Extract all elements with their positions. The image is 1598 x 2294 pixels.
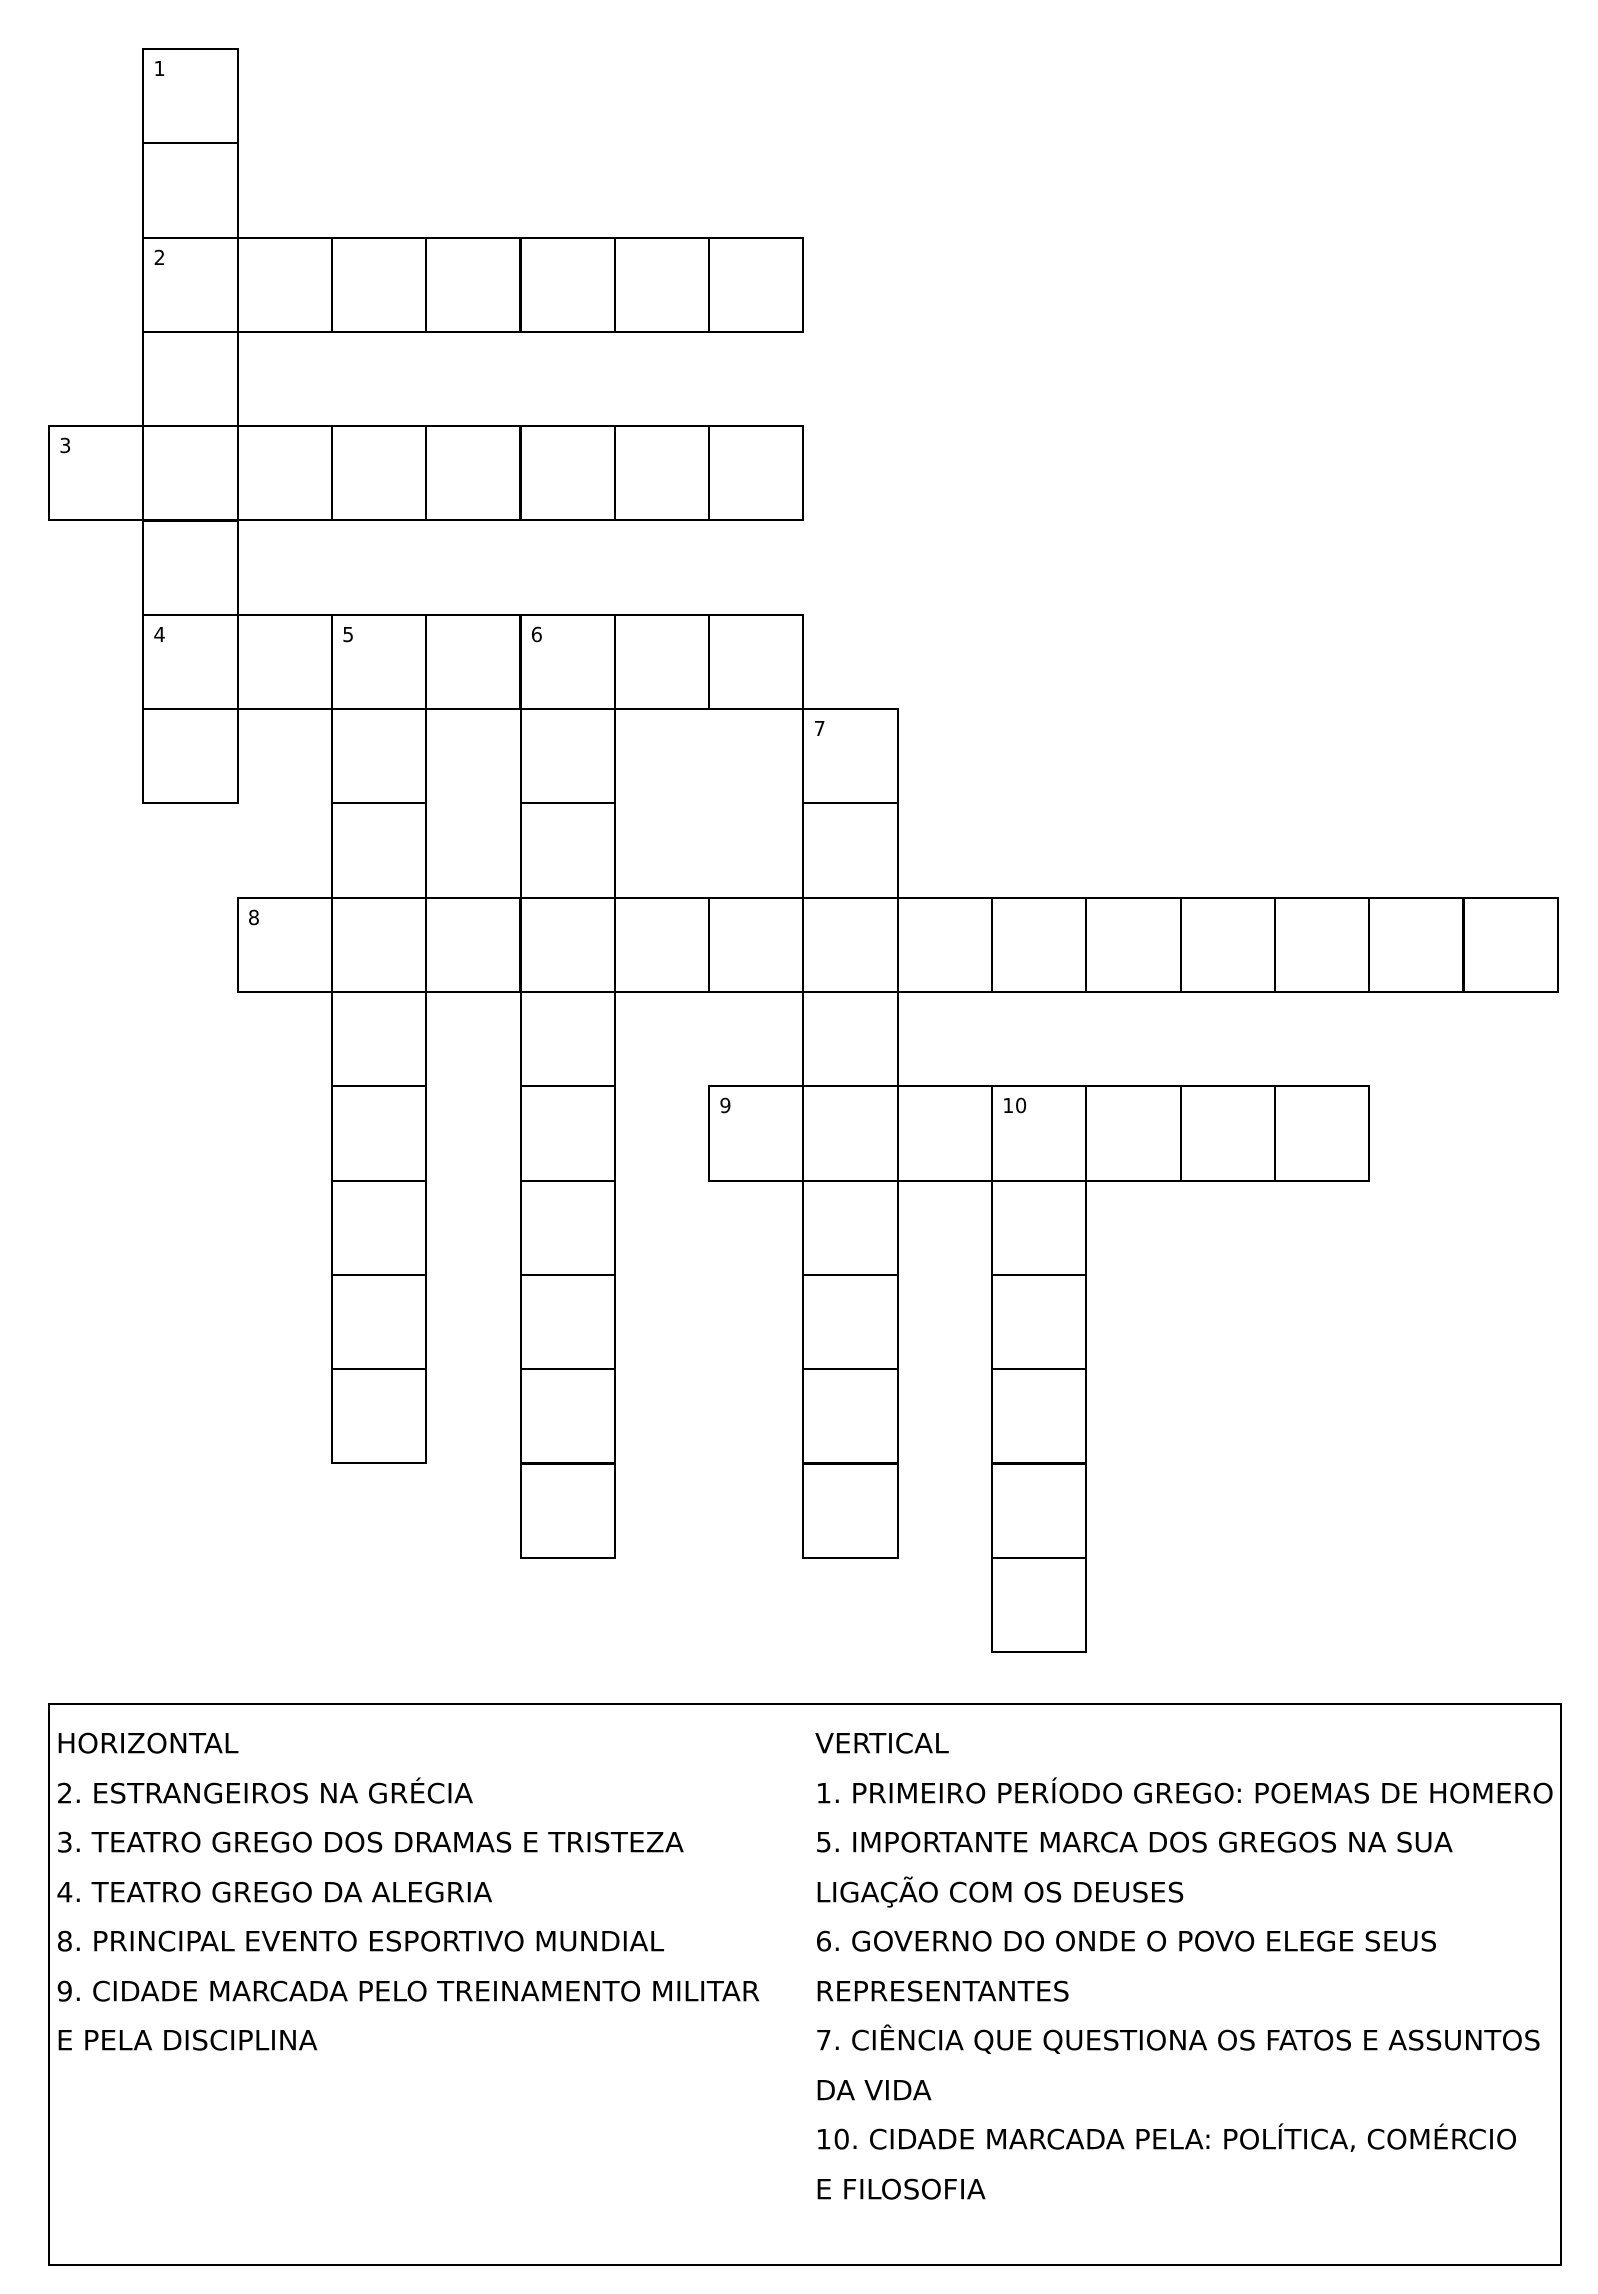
crossword-cell[interactable] [708,425,804,521]
crossword-cell[interactable] [237,897,333,993]
crossword-cell[interactable] [237,425,333,521]
crossword-cell[interactable] [331,991,427,1087]
crossword-cell[interactable] [708,1085,804,1181]
crossword-cell[interactable] [520,237,616,333]
crossword-cell[interactable] [142,708,238,804]
crossword-cell[interactable] [708,614,804,710]
crossword-cell[interactable] [520,614,616,710]
crossword-cell[interactable] [48,425,144,521]
cell-number: 3 [59,434,72,459]
crossword-cell[interactable] [331,237,427,333]
clues-box [48,1703,1562,2266]
crossword-cell[interactable] [991,1463,1087,1559]
crossword-cell[interactable] [802,708,898,804]
crossword-cell[interactable] [331,425,427,521]
crossword-cell[interactable] [708,897,804,993]
crossword-cell[interactable] [1463,897,1559,993]
crossword-cell[interactable] [1274,897,1370,993]
clue-line: 5. IMPORTANTE MARCA DOS GREGOS NA SUA [815,1826,1454,1859]
cell-number: 7 [813,717,827,742]
crossword-cell[interactable] [991,1085,1087,1181]
crossword-cell[interactable] [142,48,238,144]
crossword-cell[interactable] [520,802,616,898]
crossword-cell[interactable] [142,237,238,333]
clue-line: 2. ESTRANGEIROS NA GRÉCIA [56,1776,474,1810]
clue-line: E FILOSOFIA [815,2172,986,2206]
clue-line: E PELA DISCIPLINA [56,2024,318,2057]
crossword-cell[interactable] [708,237,804,333]
cell-number: 6 [530,622,544,647]
clue-line: 7. CIÊNCIA QUE QUESTIONA OS FATOS E ASSUNTOS [815,2024,1542,2057]
crossword-cell[interactable] [802,802,898,898]
crossword-cell[interactable] [802,1085,898,1181]
clue-line: 8. PRINCIPAL EVENTO ESPORTIVO MUNDIAL [56,1925,665,1958]
crossword-cell[interactable] [802,1368,898,1464]
crossword-cell[interactable] [991,1557,1087,1653]
clue-line: LIGAÇÃO COM OS DEUSES [815,1875,1185,1909]
crossword-cell[interactable] [142,425,238,521]
cell-number: 5 [341,622,355,647]
crossword-cell[interactable] [425,614,521,710]
crossword-cell[interactable] [897,897,993,993]
horizontal-clues [56,1719,811,2066]
crossword-cell[interactable] [802,1180,898,1276]
crossword-cell[interactable] [142,614,238,710]
crossword-cell[interactable] [237,237,333,333]
crossword-cell[interactable] [520,1274,616,1370]
crossword-cell[interactable] [802,1463,898,1559]
crossword-cell[interactable] [1274,1085,1370,1181]
crossword-cell[interactable] [1368,897,1464,993]
vertical-clues [815,1719,1555,2214]
crossword-cell[interactable] [897,1085,993,1181]
clue-line: 1. PRIMEIRO PERÍODO GREGO: POEMAS DE HOMERO [815,1776,1555,1810]
cell-number: 9 [719,1094,732,1119]
crossword-cell[interactable] [520,897,616,993]
crossword-cell[interactable] [614,425,710,521]
crossword-cell[interactable] [520,991,616,1087]
crossword-cell[interactable] [991,1180,1087,1276]
crossword-cell[interactable] [331,614,427,710]
crossword-cell[interactable] [331,1085,427,1181]
crossword-cell[interactable] [142,520,238,616]
crossword-cell[interactable] [331,897,427,993]
clue-line: 6. GOVERNO DO ONDE O POVO ELEGE SEUS [815,1925,1438,1958]
crossword-cell[interactable] [331,1368,427,1464]
clue-line: DA VIDA [815,2073,932,2107]
crossword-cell[interactable] [1085,1085,1181,1181]
clue-line: 4. TEATRO GREGO DA ALEGRIA [56,1875,493,1909]
crossword-cell[interactable] [991,1368,1087,1464]
crossword-cell[interactable] [142,142,238,238]
vertical-title: VERTICAL [815,1727,949,1760]
crossword-cell[interactable] [520,1085,616,1181]
crossword-cell[interactable] [425,237,521,333]
crossword-cell[interactable] [1180,897,1276,993]
horizontal-title: HORIZONTAL [56,1727,239,1760]
crossword-cell[interactable] [425,425,521,521]
clue-line: 3. TEATRO GREGO DOS DRAMAS E TRISTEZA [56,1826,684,1859]
crossword-cell[interactable] [331,1274,427,1370]
crossword-cell[interactable] [237,614,333,710]
crossword-cell[interactable] [802,897,898,993]
clue-line: 10. CIDADE MARCADA PELA: POLÍTICA, COMÉRCIO [815,2123,1518,2156]
clue-line: 9. CIDADE MARCADA PELO TREINAMENTO MILITAR [56,1974,761,2008]
crossword-cell[interactable] [1085,897,1181,993]
crossword-cell[interactable] [425,897,521,993]
cell-number: 8 [247,905,261,930]
cell-number: 4 [153,622,167,647]
crossword-cell[interactable] [802,991,898,1087]
crossword-cell[interactable] [1180,1085,1276,1181]
cell-number: 1 [153,57,167,81]
cell-number: 2 [153,245,167,270]
crossword-cell[interactable] [331,802,427,898]
crossword-cell[interactable] [331,708,427,804]
crossword-cell[interactable] [802,1274,898,1370]
crossword-cell[interactable] [520,1180,616,1276]
crossword-cell[interactable] [991,897,1087,993]
crossword-cell[interactable] [614,237,710,333]
crossword-cell[interactable] [520,1463,616,1559]
clue-line: REPRESENTANTES [815,1974,1071,2008]
crossword-cell[interactable] [614,897,710,993]
cell-number: 10 [1002,1094,1028,1119]
crossword-cell[interactable] [520,1368,616,1464]
crossword-cell[interactable] [331,1180,427,1276]
crossword-cell[interactable] [614,614,710,710]
crossword-cell[interactable] [142,331,238,427]
crossword-cell[interactable] [520,425,616,521]
crossword-cell[interactable] [991,1274,1087,1370]
crossword-cell[interactable] [520,708,616,804]
